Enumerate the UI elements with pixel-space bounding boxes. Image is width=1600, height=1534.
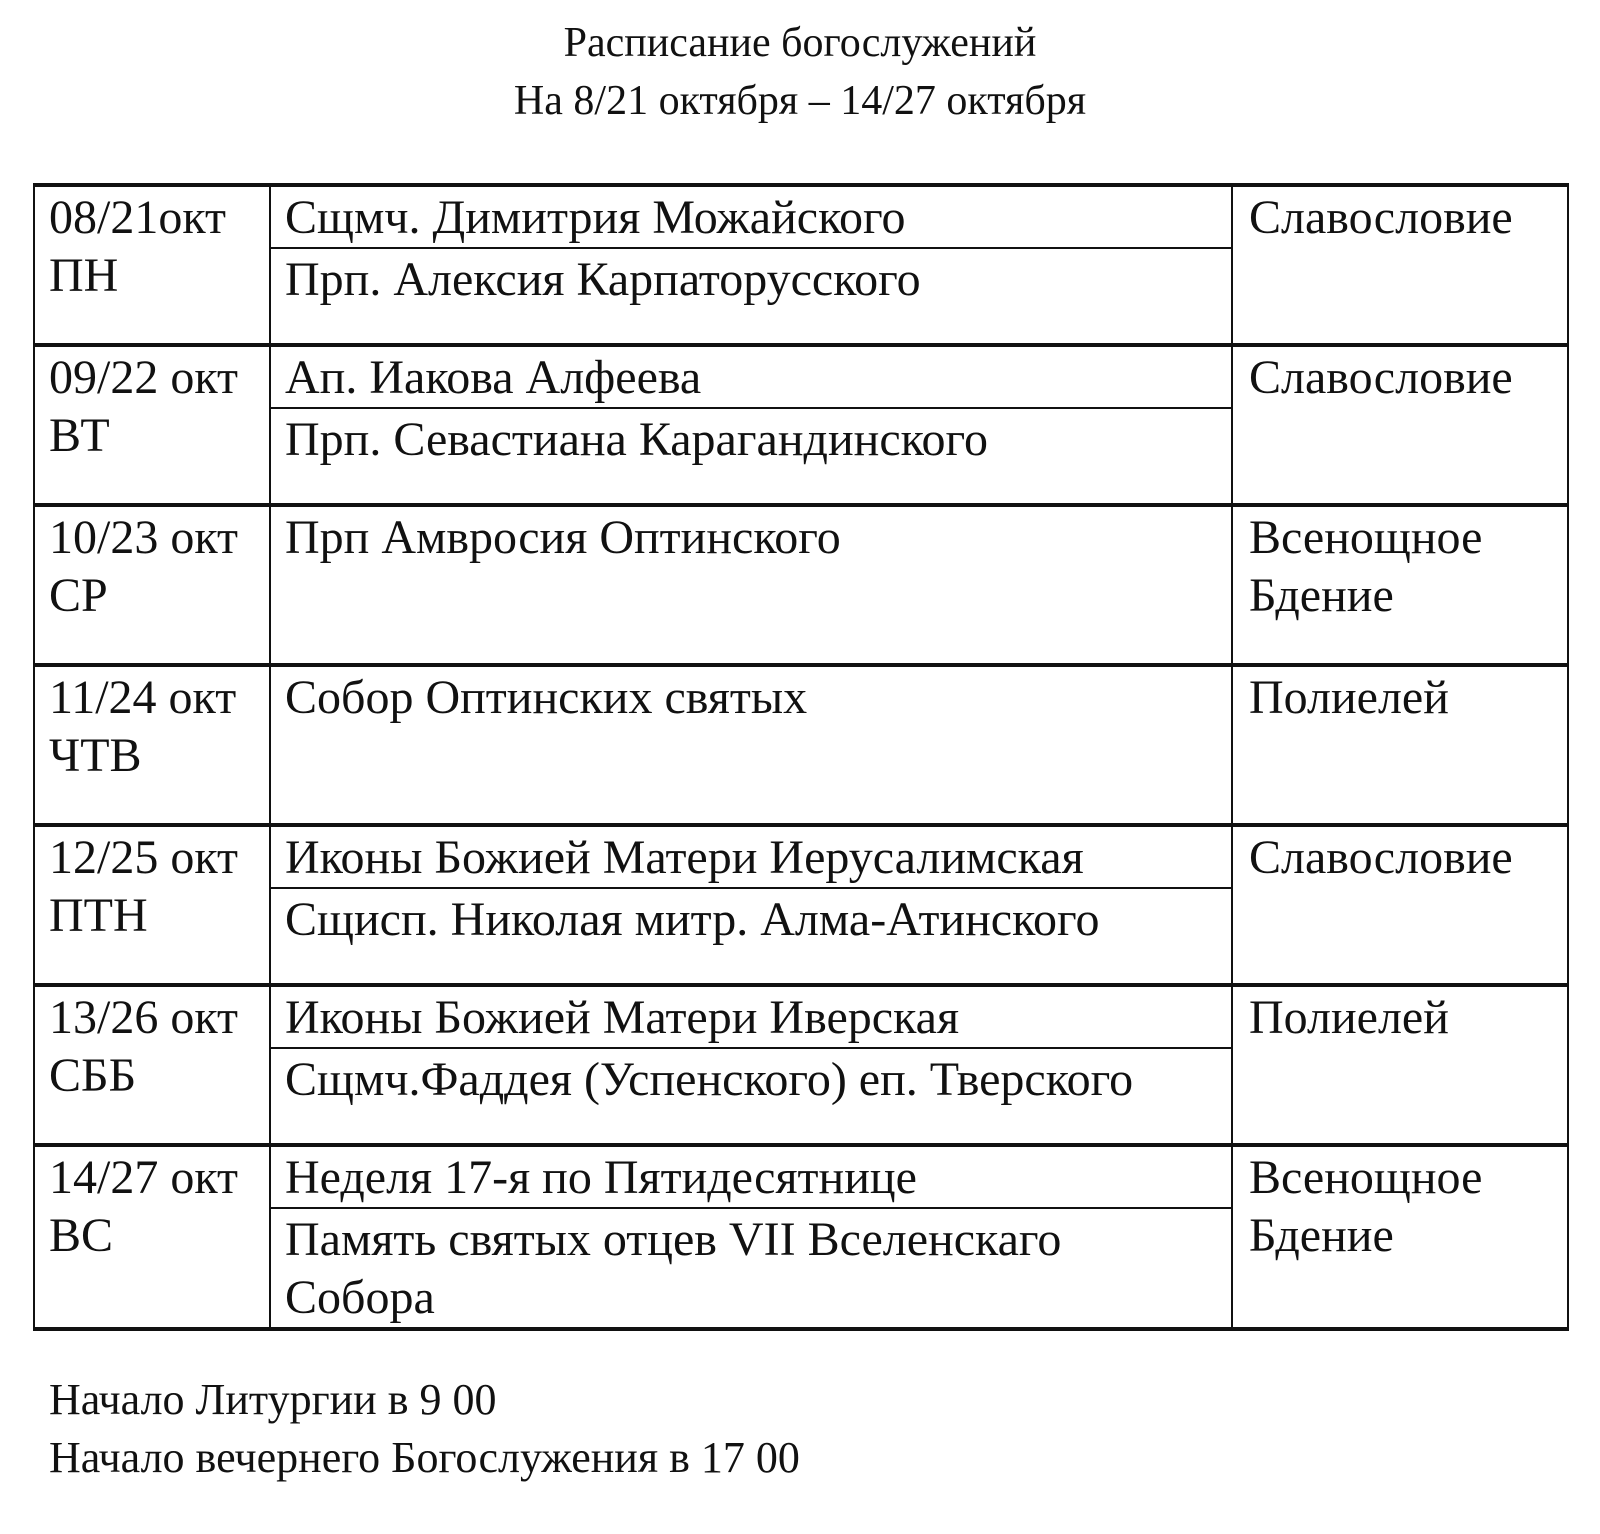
- service-type-continued: Бдение: [1249, 569, 1394, 622]
- date-label: 13/26 окт: [49, 991, 238, 1044]
- feast-cell: [270, 185, 1232, 345]
- service-cell: [1232, 825, 1568, 985]
- service-cell: [1232, 665, 1568, 825]
- service-cell: [1232, 345, 1568, 505]
- feast-name: Иконы Божией Матери Иверская: [285, 991, 960, 1044]
- schedule-row: [34, 825, 1568, 985]
- vespers-start-time: Начало вечернего Богослужения в 17 00: [49, 1433, 800, 1482]
- date-cell: [34, 505, 270, 665]
- feast-list: [271, 1147, 1231, 1327]
- date-cell: [34, 985, 270, 1145]
- page-title: Расписание богослужений: [563, 20, 1037, 66]
- feast-cell: [270, 665, 1232, 825]
- date-label: 14/27 окт: [49, 1151, 238, 1204]
- service-type: Славословие: [1249, 351, 1513, 404]
- date-label: 11/24 окт: [49, 671, 237, 724]
- feast-name: Ап. Иакова Алфеева: [285, 351, 702, 404]
- schedule-body: [34, 185, 1568, 1329]
- weekday-label: ПН: [49, 249, 119, 302]
- schedule-footer: [49, 1371, 800, 1487]
- service-cell: [1232, 185, 1568, 345]
- feast-name: Память святых отцев VII Вселенскаго Собора: [271, 1207, 1231, 1327]
- feast-name: Прп. Алексия Карпаторусского: [271, 247, 1231, 309]
- weekday-label: ПТН: [49, 889, 148, 942]
- schedule-row: [34, 985, 1568, 1145]
- feast-name: Сщмч. Димитрия Можайского: [285, 191, 906, 244]
- service-type: Полиелей: [1249, 991, 1449, 1044]
- date-range: На 8/21 октября – 14/27 октября: [513, 78, 1087, 124]
- feast-list: [271, 347, 1231, 469]
- schedule-row: [34, 665, 1568, 825]
- feast-list: [271, 827, 1231, 949]
- feast-list: [271, 667, 1231, 727]
- date-label: 09/22 окт: [49, 351, 238, 404]
- service-type: Полиелей: [1249, 671, 1449, 724]
- date-label: 10/23 окт: [49, 511, 238, 564]
- service-type: Всенощное: [1249, 1151, 1483, 1204]
- weekday-label: ВТ: [49, 409, 110, 462]
- feast-cell: [270, 985, 1232, 1145]
- date-cell: [34, 185, 270, 345]
- schedule-header: [0, 14, 1600, 130]
- service-cell: [1232, 505, 1568, 665]
- service-type: Славословие: [1249, 831, 1513, 884]
- feast-name: Неделя 17-я по Пятидесятнице: [285, 1151, 917, 1204]
- service-cell: [1232, 1145, 1568, 1329]
- feast-cell: [270, 825, 1232, 985]
- feast-name: Собор Оптинских святых: [285, 671, 808, 724]
- feast-cell: [270, 345, 1232, 505]
- schedule-row: [34, 505, 1568, 665]
- feast-name: Иконы Божией Матери Иерусалимская: [285, 831, 1084, 884]
- feast-name: Прп. Севастиана Карагандинского: [271, 407, 1231, 469]
- service-type: Славословие: [1249, 191, 1513, 244]
- weekday-label: СББ: [49, 1049, 137, 1102]
- schedule-row: [34, 345, 1568, 505]
- feast-cell: [270, 1145, 1232, 1329]
- service-cell: [1232, 985, 1568, 1145]
- date-cell: [34, 665, 270, 825]
- service-type: Всенощное: [1249, 511, 1483, 564]
- feast-name: Сщмч.Фаддея (Успенского) еп. Тверского: [271, 1047, 1231, 1109]
- feast-list: [271, 987, 1231, 1109]
- weekday-label: ВС: [49, 1209, 114, 1262]
- feast-list: [271, 187, 1231, 309]
- weekday-label: СР: [49, 569, 108, 622]
- date-cell: [34, 1145, 270, 1329]
- schedule-table: [33, 183, 1569, 1331]
- schedule-row: [34, 185, 1568, 345]
- date-cell: [34, 345, 270, 505]
- feast-name: Сщисп. Николая митр. Алма-Атинского: [271, 887, 1231, 949]
- feast-cell: [270, 505, 1232, 665]
- date-label: 08/21окт: [49, 191, 226, 244]
- feast-name: Прп Амвросия Оптинского: [285, 511, 841, 564]
- feast-list: [271, 507, 1231, 567]
- liturgy-start-time: Начало Литургии в 9 00: [49, 1375, 497, 1424]
- weekday-label: ЧТВ: [49, 729, 142, 782]
- date-cell: [34, 825, 270, 985]
- date-label: 12/25 окт: [49, 831, 238, 884]
- schedule-row: [34, 1145, 1568, 1329]
- service-type-continued: Бдение: [1249, 1209, 1394, 1262]
